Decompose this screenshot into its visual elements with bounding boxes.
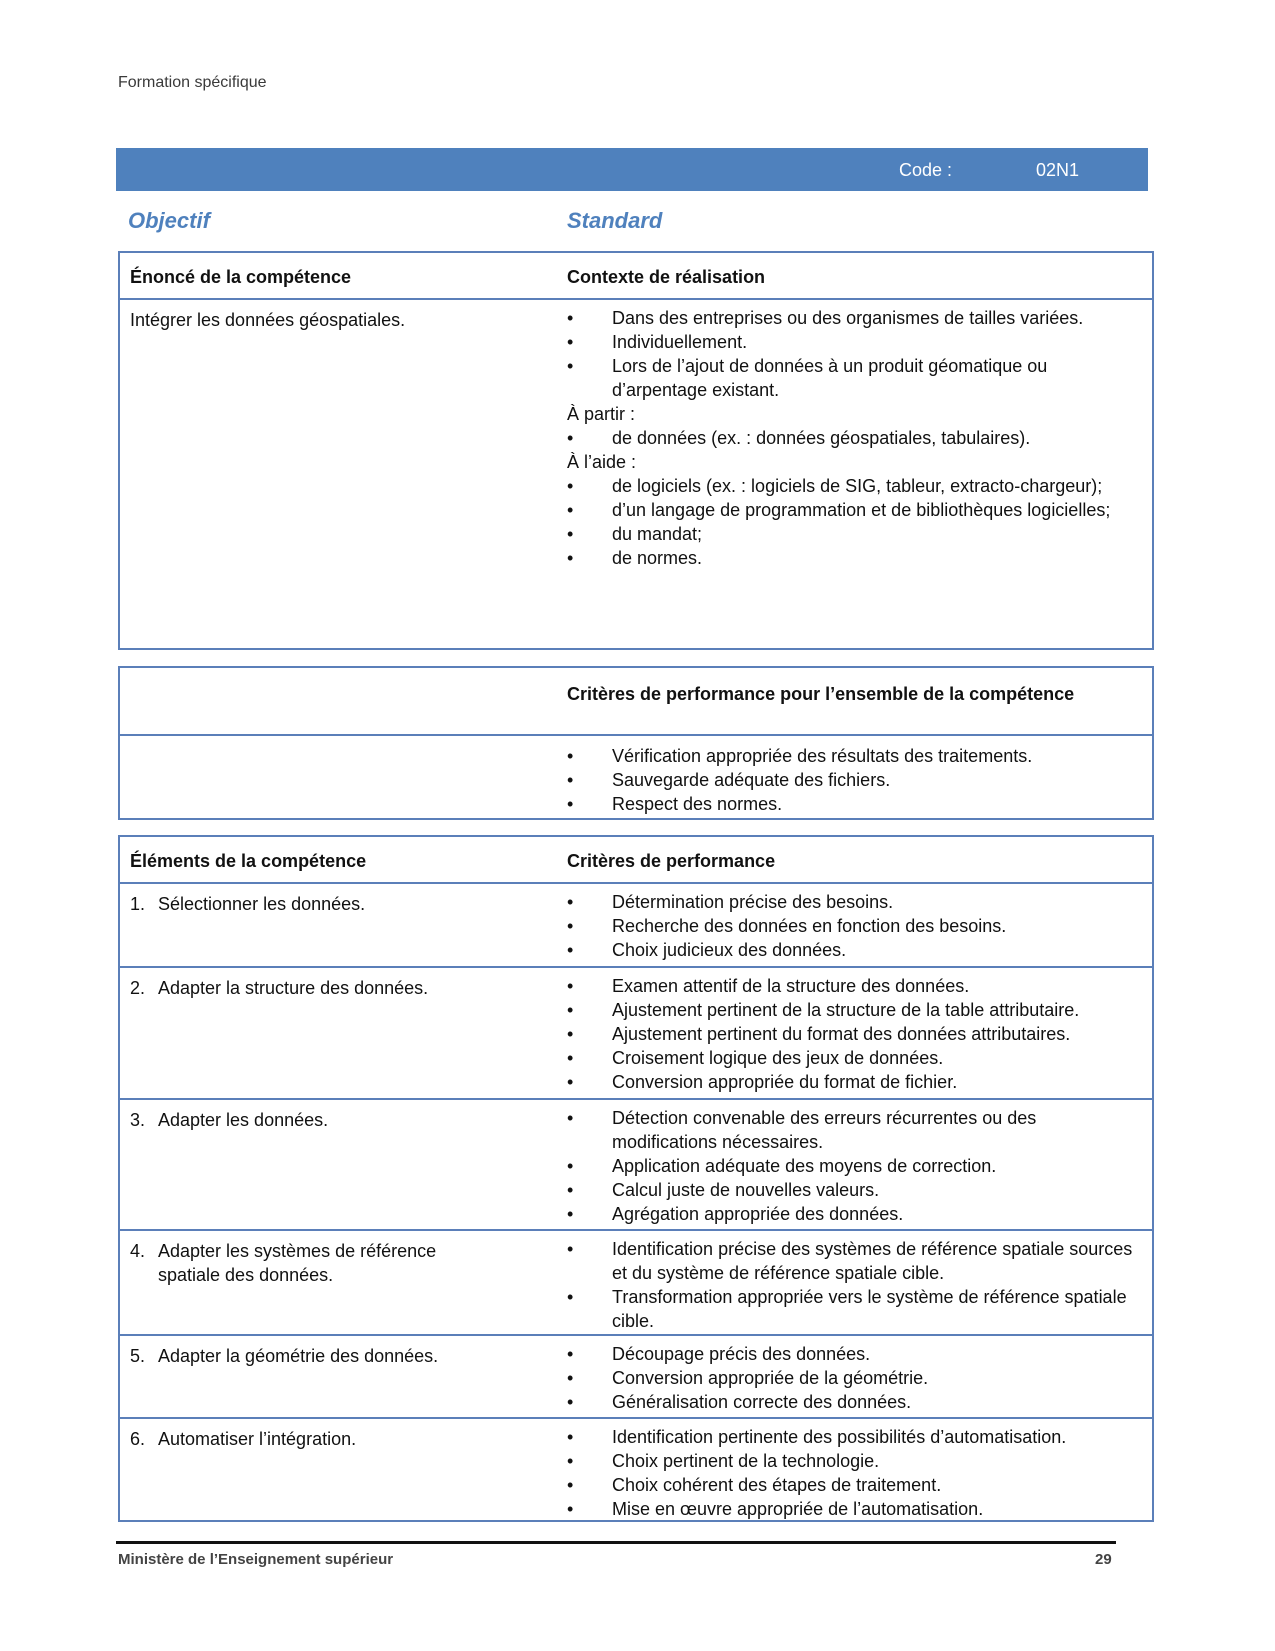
code-value: 02N1 xyxy=(1036,160,1080,180)
footer-ministry: Ministère de l’Enseignement supérieur xyxy=(118,1551,394,1568)
element-item xyxy=(130,1344,460,1368)
element-item xyxy=(130,892,460,916)
context-bullets-b xyxy=(567,426,1137,450)
element-number: 5. xyxy=(130,1346,146,1366)
element-row xyxy=(120,1419,1152,1526)
criterion-item: • Conversion appropriée du format de fichier. xyxy=(567,1070,1137,1094)
element-row xyxy=(120,1100,1152,1231)
from-label: À partir : xyxy=(567,404,636,424)
criterion-item: • de données (ex. : données géospatiales, tabulaires). xyxy=(567,426,1137,450)
context-list xyxy=(567,306,1137,570)
context-bullets-c xyxy=(567,474,1137,570)
criteria-list xyxy=(567,974,1137,1094)
criterion-item: • de logiciels (ex. : logiciels de SIG, tableur, extracto-chargeur); xyxy=(567,474,1137,498)
competence-table xyxy=(118,251,1154,650)
overall-criteria-list xyxy=(567,744,1137,816)
criterion-item: • Généralisation correcte des données. xyxy=(567,1390,1137,1414)
element-number: 4. xyxy=(130,1241,146,1261)
criterion-item: • d’un langage de programmation et de bibliothèques logicielles; xyxy=(567,498,1137,522)
criteria-header: Critères de performance xyxy=(567,851,776,871)
competence-row xyxy=(120,300,1152,648)
criterion-item: • Lors de l’ajout de données à un produit géomatique ou d’arpentage existant. xyxy=(567,354,1137,402)
overall-criteria-row xyxy=(120,736,1152,820)
element-item xyxy=(130,1108,460,1132)
competence-table-header xyxy=(120,253,1152,300)
with-label: À l’aide : xyxy=(567,452,637,472)
element-row xyxy=(120,1231,1152,1336)
criterion-item: • Choix cohérent des étapes de traitement. xyxy=(567,1473,1137,1497)
element-item xyxy=(130,1239,460,1287)
criterion-item: • Identification précise des systèmes de référence spatiale sources et du système de référence spatiale cible. xyxy=(567,1237,1137,1285)
criterion-item: • Examen attentif de la structure des données. xyxy=(567,974,1137,998)
standard-heading: Standard xyxy=(567,208,663,233)
footer-rule xyxy=(116,1541,1116,1544)
criterion-item: • Recherche des données en fonction des besoins. xyxy=(567,914,1137,938)
criteria-list xyxy=(567,1106,1137,1226)
element-number: 1. xyxy=(130,894,146,914)
criterion-item: • Sauvegarde adéquate des fichiers. xyxy=(567,768,1137,792)
element-text: Adapter les données. xyxy=(158,1110,329,1130)
element-item xyxy=(130,1427,460,1451)
elements-header: Éléments de la compétence xyxy=(130,851,367,871)
criterion-item: • Ajustement pertinent du format des données attributaires. xyxy=(567,1022,1137,1046)
criteria-list xyxy=(567,890,1137,962)
overall-criteria-header xyxy=(120,668,1152,736)
criterion-item: • Dans des entreprises ou des organismes de tailles variées. xyxy=(567,306,1137,330)
criterion-item: • Détection convenable des erreurs récurrentes ou des modifications nécessaires. xyxy=(567,1106,1137,1154)
criterion-item: • Individuellement. xyxy=(567,330,1137,354)
criterion-item: • Choix pertinent de la technologie. xyxy=(567,1449,1137,1473)
code-label: Code : xyxy=(899,160,953,180)
criteria-list xyxy=(567,1342,1137,1414)
overall-criteria-table xyxy=(118,666,1154,820)
element-row xyxy=(120,884,1152,968)
criterion-item: • Vérification appropriée des résultats des traitements. xyxy=(567,744,1137,768)
criterion-item: • Transformation appropriée vers le système de référence spatiale cible. xyxy=(567,1285,1137,1333)
criterion-item: • Identification pertinente des possibilités d’automatisation. xyxy=(567,1425,1137,1449)
element-number: 3. xyxy=(130,1110,146,1130)
criterion-item: • Détermination précise des besoins. xyxy=(567,890,1137,914)
context-header: Contexte de réalisation xyxy=(567,267,766,287)
statement-header: Énoncé de la compétence xyxy=(130,267,352,287)
element-item xyxy=(130,976,460,1000)
criterion-item: • Découpage précis des données. xyxy=(567,1342,1137,1366)
element-text: Sélectionner les données. xyxy=(158,894,366,914)
criterion-item: • de normes. xyxy=(567,546,1137,570)
criterion-item: • du mandat; xyxy=(567,522,1137,546)
overall-criteria-title: Critères de performance pour l’ensemble de la compétence xyxy=(567,684,1075,704)
criteria-list xyxy=(567,1237,1137,1333)
page-number: 29 xyxy=(1095,1551,1112,1568)
competence-statement: Intégrer les données géospatiales. xyxy=(130,310,406,330)
element-text: Automatiser l’intégration. xyxy=(158,1429,357,1449)
criterion-item: • Agrégation appropriée des données. xyxy=(567,1202,1137,1226)
criterion-item: • Respect des normes. xyxy=(567,792,1137,816)
criterion-item: • Application adéquate des moyens de correction. xyxy=(567,1154,1137,1178)
criterion-item: • Choix judicieux des données. xyxy=(567,938,1137,962)
criterion-item: • Mise en œuvre appropriée de l’automatisation. xyxy=(567,1497,1137,1521)
elements-table xyxy=(118,835,1154,1522)
element-text: Adapter la géométrie des données. xyxy=(158,1346,439,1366)
element-number: 6. xyxy=(130,1429,146,1449)
objective-heading: Objectif xyxy=(128,208,210,233)
criterion-item: • Croisement logique des jeux de données. xyxy=(567,1046,1137,1070)
code-bar xyxy=(116,148,1148,191)
elements-table-header xyxy=(120,837,1152,884)
element-row xyxy=(120,1336,1152,1419)
criterion-item: • Ajustement pertinent de la structure de la table attributaire. xyxy=(567,998,1137,1022)
element-text: Adapter les systèmes de référence spatiale des données. xyxy=(158,1241,437,1285)
element-number: 2. xyxy=(130,978,146,998)
context-bullets-a xyxy=(567,306,1137,402)
criterion-item: • Conversion appropriée de la géométrie. xyxy=(567,1366,1137,1390)
element-text: Adapter la structure des données. xyxy=(158,978,429,998)
criteria-list xyxy=(567,1425,1137,1521)
element-row xyxy=(120,968,1152,1100)
running-head: Formation spécifique xyxy=(118,74,267,91)
criterion-item: • Calcul juste de nouvelles valeurs. xyxy=(567,1178,1137,1202)
